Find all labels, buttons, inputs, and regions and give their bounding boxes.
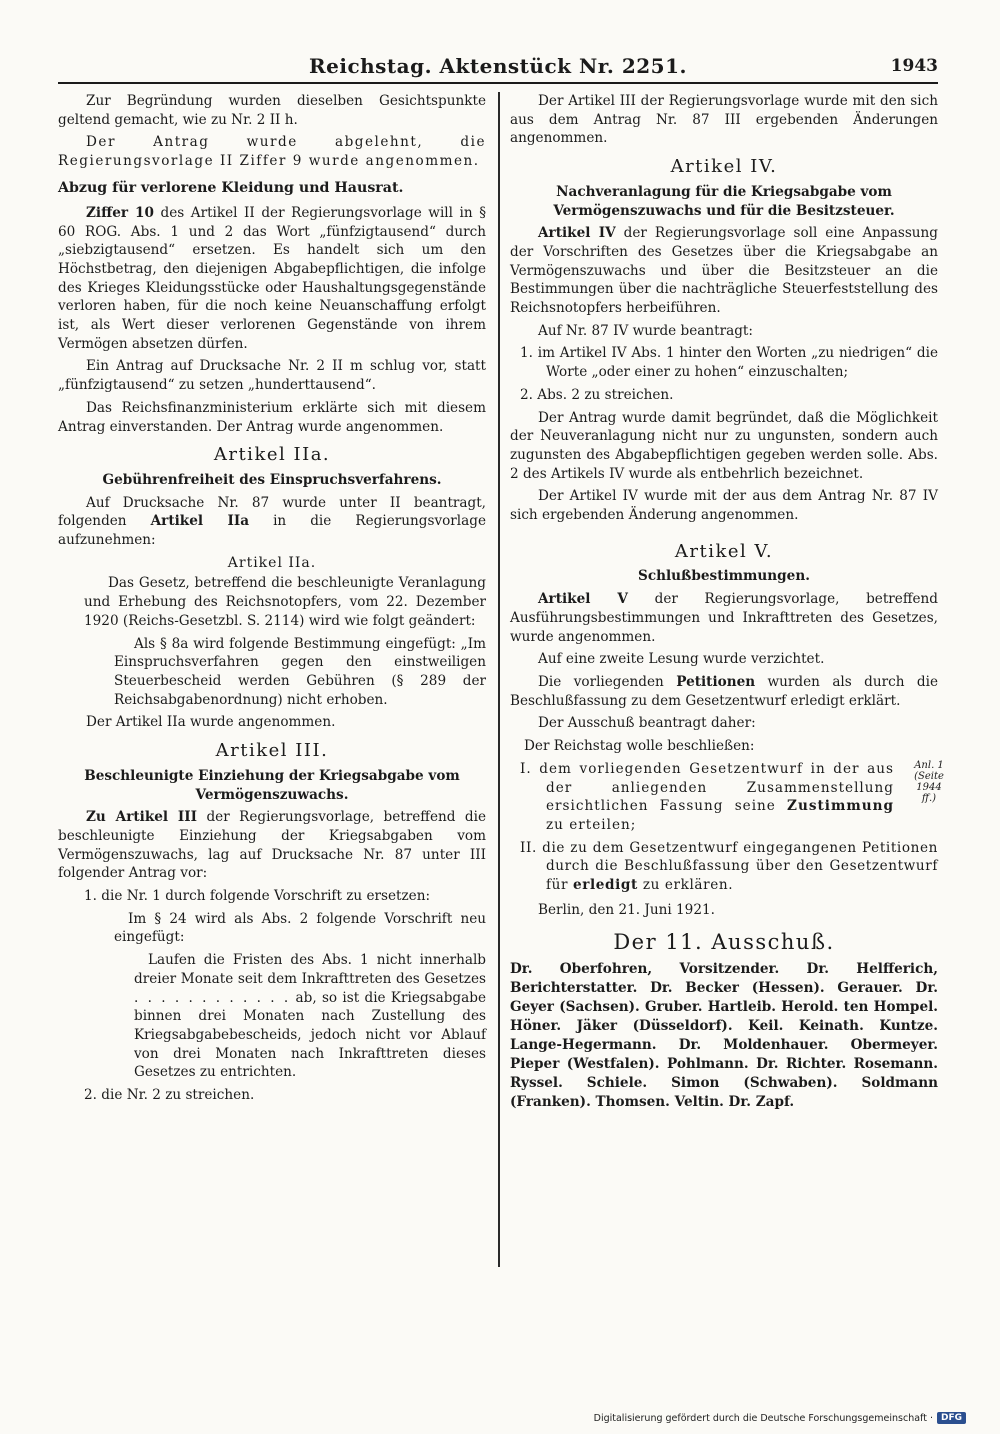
list-item: Im § 24 wird als Abs. 2 folgende Vorschrift neu eingefügt: <box>114 910 486 946</box>
bold-term: Zu Artikel III <box>86 809 197 826</box>
paragraph-text: der Regierungsvorlage soll eine Anpassung der Vorschriften des Gesetzes über die Kriegsabgabe an Vermögenszuwachs und über die Besitzsteuer an die Bestimmungen über die nachträgliche Steuerfeststellung des Reichsnotopfers herbeiführen. <box>510 225 939 317</box>
list-item: 1. die Nr. 1 durch folgende Vorschrift zu ersetzen: <box>84 888 431 905</box>
margin-note: Anl. 1 (Seite 1944 ff.) <box>914 759 944 804</box>
resolution-item <box>520 839 938 895</box>
bold-term: erledigt <box>573 877 638 894</box>
resolution-item <box>520 760 894 835</box>
section-heading: Gebührenfreiheit des Einspruchsverfahrens. <box>102 471 442 488</box>
paragraph-text: zu erteilen; <box>546 816 637 833</box>
footer-text: Digitalisierung gefördert durch die Deutsche Forschungsgemeinschaft · <box>593 1412 933 1424</box>
article-heading: Artikel III. <box>215 740 329 762</box>
page-header <box>58 48 938 84</box>
paragraph <box>58 494 486 550</box>
paragraph-text: der Regierungsvorlage, betreffend die beschleunigte Einziehung der Kriegsabgaben vom Vermögenszuwachs, lag auf Drucksache Nr. 87 unter III folgender Antrag vor: <box>58 809 486 882</box>
leader-dots: . . . . . . . . . . . . <box>134 989 291 1006</box>
list-item: 2. Abs. 2 zu streichen. <box>520 386 674 403</box>
paragraph: Der Artikel IIa wurde angenommen. <box>86 714 336 731</box>
paragraph: Auf eine zweite Lesung wurde verzichtet. <box>538 651 825 668</box>
paragraph-text: des Artikel II der Regierungsvorlage will in § 60 ROG. Abs. 1 und 2 das Wort „fünfzigtausend“ durch „siebzigtausend“ ersetzen. Es handelt sich um den Höchstbetrag, den diejenigen Abgabepflichtigen, die infolge des Krieges Kleidungsstücke oder Haushaltungsgegenstände verloren haben, für die noch keine Neuanschaffung erfolgt ist, als Wert dieser verlorenen Gegenstände von ihrem Vermögen absetzen dürfen. <box>58 204 486 352</box>
document-page <box>58 48 944 1348</box>
paragraph-text: Die vorliegenden <box>538 673 677 690</box>
article-subheading: Artikel IIa. <box>227 554 317 571</box>
section-heading: Nachveranlagung für die Kriegsabgabe vom Vermögenszuwachs und für die Besitzsteuer. <box>553 183 895 219</box>
paragraph: Der Artikel IV wurde mit der aus dem Antrag Nr. 87 IV sich ergebenden Änderung angenommen. <box>510 488 938 524</box>
list-item: 1. im Artikel IV Abs. 1 hinter den Worten „zu niedrigen“ die Worte „oder einer zu hohen“ einzuschalten; <box>520 345 938 381</box>
list-item: 2. die Nr. 2 zu streichen. <box>84 1087 255 1104</box>
dfg-logo: DFG <box>937 1412 966 1424</box>
paragraph <box>58 808 486 883</box>
paragraph-text: der Regierungsvorlage, betreffend Ausführungsbestimmungen und Inkrafttreten des Gesetzes, wurde angenommen. <box>510 591 938 645</box>
two-column-body <box>58 92 944 1272</box>
list-item <box>134 951 486 1082</box>
section-heading: Beschleunigte Einziehung der Kriegsabgabe vom Vermögenszuwachs. <box>84 767 460 803</box>
digitization-footer <box>594 1412 966 1424</box>
paragraph: Auf Nr. 87 IV wurde beantragt: <box>538 322 753 339</box>
paragraph-text: Laufen die Fristen des Abs. 1 nicht innerhalb dreier Monate seit dem Inkrafttreten des Gesetzes <box>134 952 486 987</box>
bold-term: Artikel IV <box>538 225 616 242</box>
article-heading: Artikel IV. <box>670 156 778 178</box>
paragraph <box>510 224 938 318</box>
paragraph-text: zu erklären. <box>637 877 734 894</box>
section-heading: Schlußbestimmungen. <box>638 568 810 585</box>
article-heading: Artikel V. <box>674 540 774 562</box>
paragraph <box>510 590 938 646</box>
left-column <box>58 92 486 1109</box>
paragraph-text: in die Regierungsvorlage aufzunehmen: <box>58 513 486 549</box>
paragraph-text: I. dem vorliegenden Gesetzentwurf in der aus der anliegenden Zusammenstellung ersichtlichen Fassung seine <box>520 760 894 815</box>
paragraph-text: II. die zu dem Gesetzentwurf eingegangenen Petitionen durch die Beschlußfassung über den Gesetzentwurf für <box>520 839 938 894</box>
paragraph: Der Ausschuß beantragt daher: <box>538 715 756 732</box>
paragraph: Der Reichstag wolle beschließen: <box>524 738 755 755</box>
article-heading: Artikel IIa. <box>213 444 331 466</box>
paragraph-text: wurden als durch die Beschlußfassung zu dem Gesetzentwurf erledigt erklärt. <box>510 673 938 709</box>
date-line: Berlin, den 21. Juni 1921. <box>538 901 715 918</box>
paragraph-text: Auf Drucksache Nr. 87 wurde unter II beantragt, folgenden <box>58 494 486 530</box>
resolution-list <box>510 759 944 895</box>
paragraph: Der Antrag wurde damit begründet, daß die Möglichkeit der Neuveranlagung nicht nur zu ungunsten, sondern auch zugunsten des Abgabepflichtigen gegeben werden solle. Abs. 2 des Artikels IV wurde als entbehrlich bezeichnet. <box>510 409 938 482</box>
paragraph <box>510 673 938 710</box>
bold-term: Artikel V <box>538 591 628 608</box>
bold-term: Ziffer 10 <box>86 204 154 221</box>
column-divider <box>498 92 500 1267</box>
paragraph: Das Reichsfinanzministerium erklärte sich mit diesem Antrag einverstanden. Der Antrag wurde angenommen. <box>58 399 486 435</box>
committee-members: Dr. Oberfohren, Vorsitzender. Dr. Helfferich, Berichterstatter. Dr. Becker (Hessen). Gerauer. Dr. Geyer (Sachsen). Gruber. Hartleib. Herold. ten Hompel. Höner. Jäker (Düsseldorf). Keil. Keinath. Kuntze. Lange-Hegermann. Dr. Moldenhauer. Obermeyer. Pieper (Westfalen). Pohlmann. Dr. Richter. Rosemann. Ryssel. Schiele. Simon (Schwaben). Soldmann (Franken). Thomsen. Veltin. Dr. Zapf. <box>510 961 938 1111</box>
right-column <box>510 92 944 1116</box>
paragraph-text: ab, so ist die Kriegsabgabe binnen drei Monaten nach Zustellung des Kriegsabgabebescheids, jedoch nicht vor Ablauf von drei Monaten nach Inkrafttreten dieses Gesetzes zu entrichten. <box>134 989 486 1081</box>
quoted-paragraph: Das Gesetz, betreffend die beschleunigte Veranlagung und Erhebung des Reichsnotopfers, vom 22. Dezember 1920 (Reichs-Gesetzbl. S. 2114) wird wie folgt geändert: <box>84 575 486 629</box>
quoted-paragraph: Als § 8a wird folgende Bestimmung eingefügt: „Im Einspruchsverfahren gegen den einstweiligen Steuerbescheid werden Gebühren (§ 289 der Reichsabgabenordnung) nicht erhoben. <box>114 635 486 708</box>
section-heading: Abzug für verlorene Kleidung und Hausrat. <box>58 179 404 196</box>
bold-term: Zustimmung <box>787 798 894 815</box>
header-title: Reichstag. Aktenstück Nr. 2251. <box>309 54 687 78</box>
bold-term: Artikel IIa <box>150 513 250 530</box>
paragraph: Zur Begründung wurden dieselben Gesichtspunkte geltend gemacht, wie zu Nr. 2 II h. <box>58 93 486 128</box>
committee-signature: Der 11. Ausschuß. <box>613 930 835 955</box>
paragraph <box>58 204 486 354</box>
paragraph: Ein Antrag auf Drucksache Nr. 2 II m schlug vor, statt „fünfzigtausend“ zu setzen „hunderttausend“. <box>58 358 486 394</box>
paragraph: Der Artikel III der Regierungsvorlage wurde mit den sich aus dem Antrag Nr. 87 III ergebenden Änderungen angenommen. <box>510 93 938 147</box>
page-number: 1943 <box>890 56 938 76</box>
bold-term: Petitionen <box>676 673 756 690</box>
paragraph: Der Antrag wurde abgelehnt, die Regierungsvorlage II Ziffer 9 wurde angenommen. <box>58 134 486 170</box>
